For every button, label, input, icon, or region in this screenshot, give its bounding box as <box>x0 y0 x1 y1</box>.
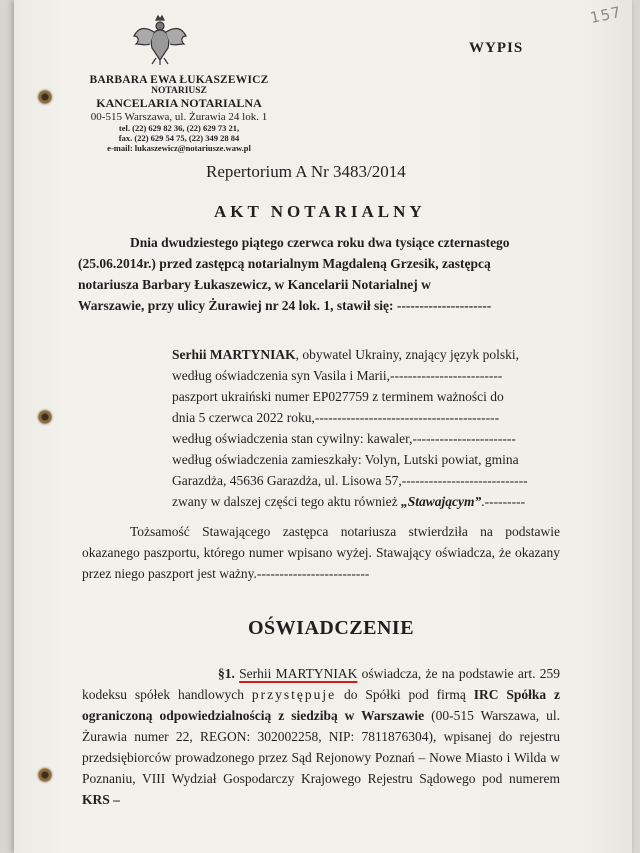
eagle-emblem-icon <box>132 14 188 66</box>
repertorium-number: Repertorium A Nr 3483/2014 <box>206 162 406 181</box>
binder-hole <box>38 768 52 782</box>
party-line: zwany w dalszej części tego aktu również „Stawającym”.--------- <box>172 494 526 509</box>
identity-paragraph: Tożsamość Stawającego zastępca notariusza stwierdziła na podstawie okazanego paszportu, którego numer wpisano wyżej. Stawający oświadcza, że okazany przez niego paszport jest ważny.------------------------- <box>82 524 560 581</box>
intro-line: Warszawie, przy ulicy Żurawiej nr 24 lok. 1, stawił się: --------------------- <box>78 298 492 313</box>
company-name: IRC Spółka z ograniczoną odpowiedzialnością z siedzibą w Warszawie <box>82 687 560 723</box>
binder-hole <box>38 90 52 104</box>
party-line: dnia 5 czerwca 2022 roku,----------------------------------------- <box>172 410 500 425</box>
document-title: AKT NOTARIALNY <box>214 202 426 221</box>
office-address: 00-515 Warszawa, ul. Żurawia 24 lok. 1 <box>90 111 268 123</box>
party-line: paszport ukraiński numer EP027759 z terminem ważności do <box>172 389 504 404</box>
section-title: OŚWIADCZENIE <box>248 617 415 639</box>
party-details <box>172 344 557 512</box>
party-line: według oświadczenia stan cywilny: kawaler,----------------------- <box>172 431 516 446</box>
notary-name: BARBARA EWA ŁUKASZEWICZ <box>89 74 269 86</box>
party-name: Serhii MARTYNIAK <box>172 347 296 362</box>
office-fax: fax. (22) 629 54 75, (22) 349 28 84 <box>118 133 240 143</box>
krs-label: KRS – <box>82 792 120 807</box>
party-line: Garazdża, 45636 Garazdża, ul. Lisowa 57,---------------------------- <box>172 473 528 488</box>
intro-line: (25.06.2014r.) przed zastępcą notarialnym Magdaleną Grzesik, zastępcą <box>78 256 491 271</box>
document-type-label: WYPIS <box>469 40 524 56</box>
party-alias: „Stawającym” <box>401 494 482 509</box>
handwritten-page-number: 157 <box>588 2 624 28</box>
party-line: według oświadczenia syn Vasila i Marii,------------------------- <box>172 368 503 383</box>
binder-hole <box>38 410 52 424</box>
intro-line: notariusza Barbary Łukaszewicz, w Kancelarii Notarialnej w <box>78 277 431 292</box>
intro-paragraph <box>78 232 558 316</box>
notary-role: NOTARIUSZ <box>151 86 207 96</box>
document-page <box>14 0 632 853</box>
letterhead <box>74 74 284 153</box>
party-line: Serhii MARTYNIAK, obywatel Ukrainy, znający język polski, <box>172 347 519 362</box>
spaced-word: przystępuje <box>251 687 337 702</box>
office-name: KANCELARIA NOTARIALNA <box>96 96 262 110</box>
section-party-name: Serhii MARTYNIAK <box>239 666 358 681</box>
section-number: §1. <box>218 666 235 681</box>
party-line: według oświadczenia zamieszkały: Volyn, Lutski powiat, gmina <box>172 452 519 467</box>
section-1-paragraph: §1. Serhii MARTYNIAK oświadcza, że na podstawie art. 259 kodeksu spółek handlowych przystępuje do Spółki pod firmą IRC Spółka z ograniczoną odpowiedzialnością z siedzibą w Warszawie (00-515 Warszawa, ul. Żurawia numer 22, REGON: 302002258, NIP: 7811876304), wpisanej do rejestru przedsiębiorców prowadzonego przez Sąd Rejonowy Poznań – Nowe Miasto i Wilda w Poznaniu, VIII Wydział Gospodarczy Krajowego Rejestru Sądowego pod numerem KRS – <box>82 666 560 807</box>
office-email: e-mail: lukaszewicz@notariusze.waw.pl <box>107 143 251 153</box>
office-phone: tel. (22) 629 82 36, (22) 629 73 21, <box>118 123 240 133</box>
intro-line: Dnia dwudziestego piątego czerwca roku dwa tysiące czternastego <box>130 235 510 250</box>
